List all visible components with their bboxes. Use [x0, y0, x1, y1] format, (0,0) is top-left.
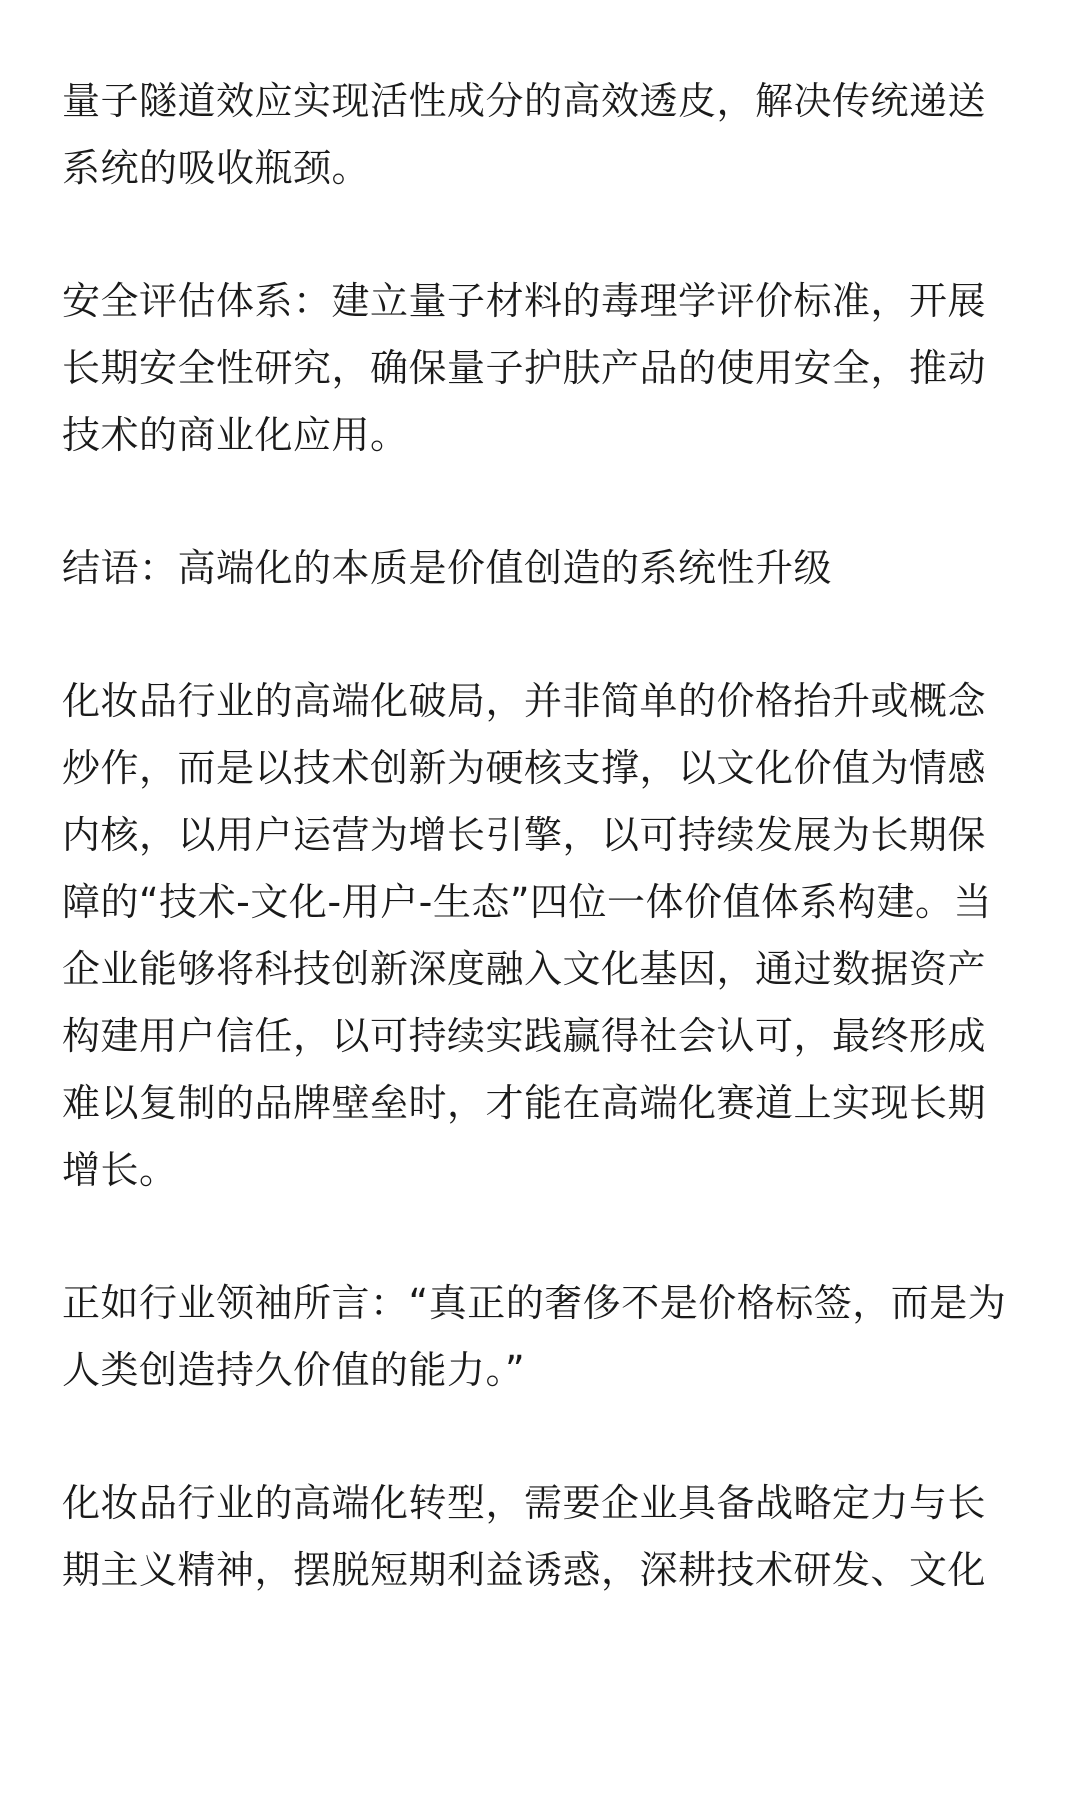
- text-line: 长期安全性研究，确保量子护肤产品的使用安全，推动: [62, 346, 987, 390]
- text-line: 内核，以用户运营为增长引擎，以可持续发展为长期保: [62, 813, 987, 857]
- text-line: 化妆品行业的高端化转型，需要企业具备战略定力与长: [62, 1481, 987, 1525]
- text-line: 正如行业领袖所言：“真正的奢侈不是价格标签，而是为: [62, 1281, 1007, 1325]
- text-line: 系统的吸收瓶颈。: [62, 146, 371, 190]
- text-line: 炒作，而是以技术创新为硬核支撑，以文化价值为情感: [62, 746, 987, 790]
- section-heading-conclusion: [62, 535, 1022, 602]
- paragraph-quantum-tunneling: [62, 68, 1022, 202]
- text-line: 难以复制的品牌壁垒时，才能在高端化赛道上实现长期: [62, 1081, 987, 1125]
- text-line: 安全评估体系：建立量子材料的毒理学评价标准，开展: [62, 279, 987, 323]
- article-body: [62, 68, 1022, 1670]
- text-line: 量子隧道效应实现活性成分的高效透皮，解决传统递送: [62, 79, 987, 123]
- text-line: 结语：高端化的本质是价值创造的系统性升级: [62, 546, 833, 590]
- text-line: 障的“技术-文化-用户-生态”四位一体价值体系构建。当: [62, 880, 993, 924]
- paragraph-transformation: [62, 1470, 1022, 1604]
- text-line: 期主义精神，摆脱短期利益诱惑，深耕技术研发、文化: [62, 1548, 987, 1592]
- text-line: 技术的商业化应用。: [62, 413, 409, 457]
- text-line: 企业能够将科技创新深度融入文化基因，通过数据资产: [62, 947, 987, 991]
- text-line: 化妆品行业的高端化破局，并非简单的价格抬升或概念: [62, 679, 987, 723]
- text-line: 构建用户信任，以可持续实践赢得社会认可，最终形成: [62, 1014, 987, 1058]
- text-line: 人类创造持久价值的能力。”: [62, 1348, 526, 1392]
- paragraph-safety-assessment: [62, 268, 1022, 469]
- text-line: 增长。: [62, 1148, 178, 1192]
- paragraph-high-end-breakthrough: [62, 668, 1022, 1204]
- paragraph-industry-quote: [62, 1270, 1022, 1404]
